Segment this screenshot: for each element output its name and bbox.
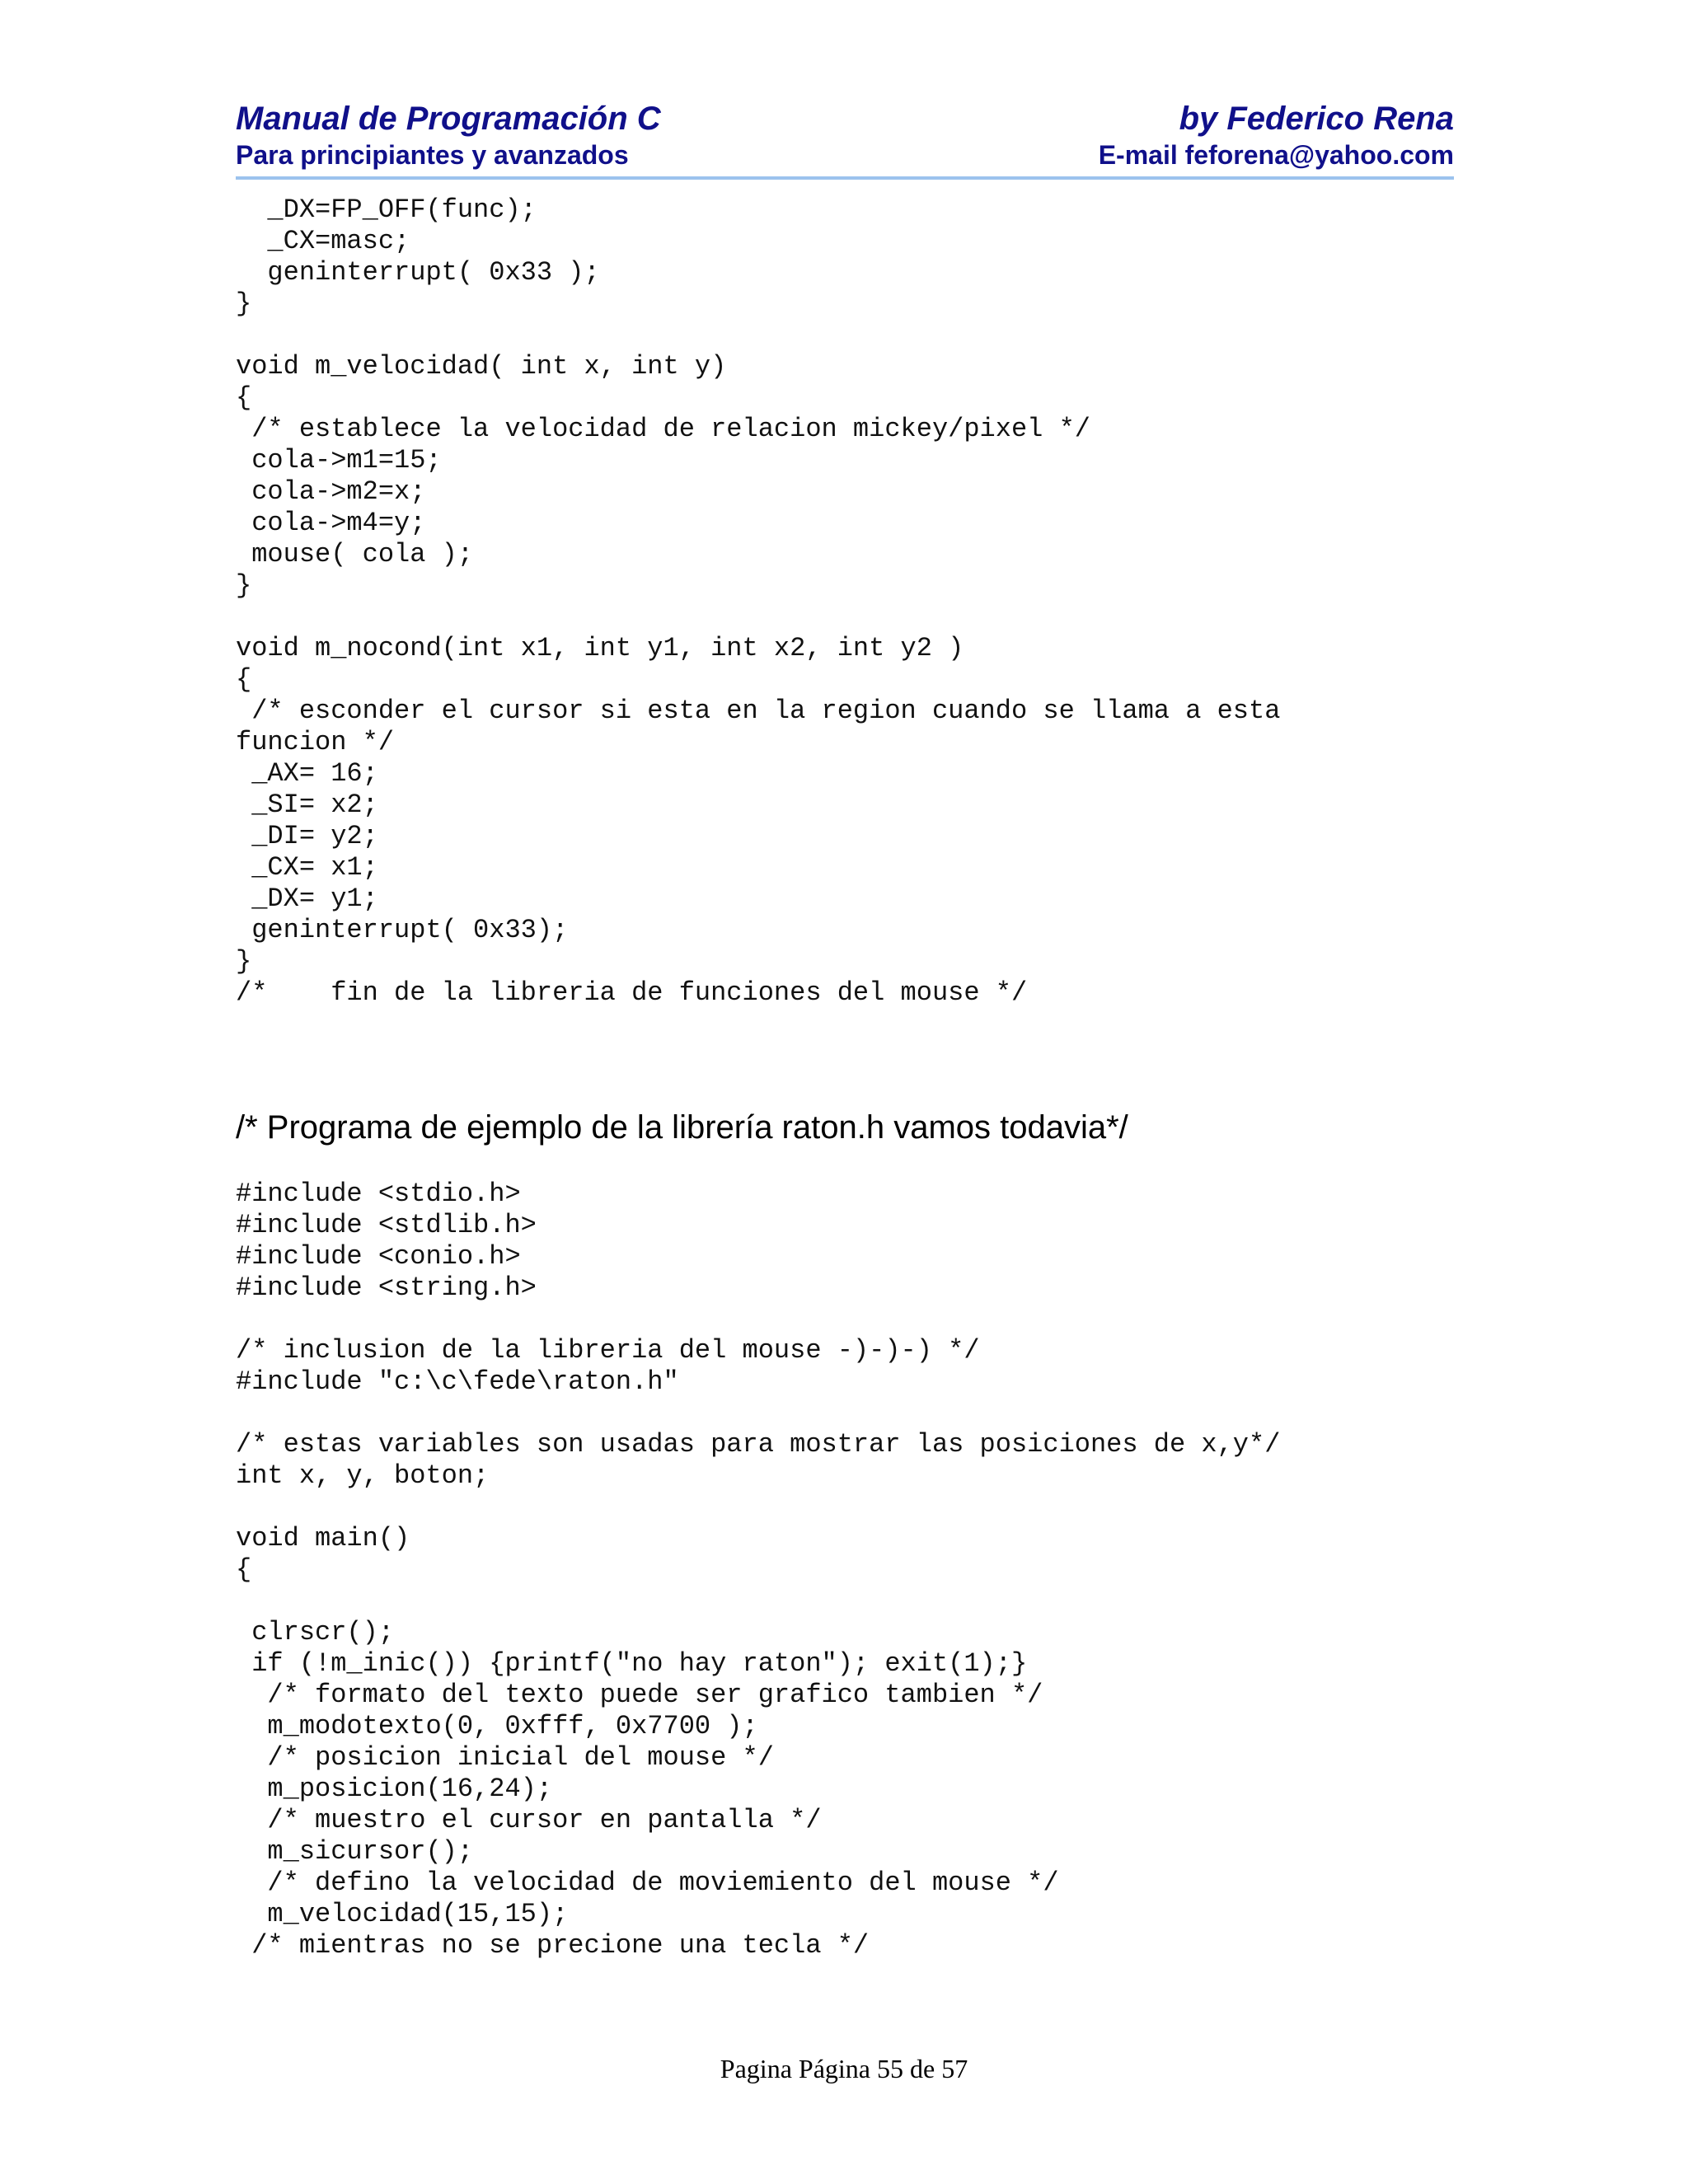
code-block-mouse-library: _DX=FP_OFF(func); _CX=masc; geninterrupt( 0x33 ); } void m_velocidad( int x, int y) { /* establece la velocidad de relacion mickey/pixel */ cola->m1=15; cola->m2=x; cola->m4=y; mouse( cola ); } void m_nocond(int x1, int y1, int x2, int y2 ) { /* esconder el cursor si esta en la region cuando se llama a esta funcion */ _AX= 16; _SI= x2; _DI= y2; _CX= x1; _DX= y1; geninterrupt( 0x33); } /* fin de la libreria de funciones del mouse */ [236,194,1281,1008]
section-heading: /* Programa de ejemplo de la librería raton.h vamos todavia*/ [236,1109,1128,1146]
page-header [236,97,1454,188]
author-name: by Federico Rena [1179,101,1454,137]
manual-title: Manual de Programación C [236,101,661,137]
page-number: Pagina Página 55 de 57 [720,2054,968,2083]
code-block-example-program: #include <stdio.h> #include <stdlib.h> #include <conio.h> #include <string.h> /* inclusion de la libreria del mouse -)-)-) */ #include "c:\c\fede\raton.h" /* estas variables son usadas para mostrar las posiciones de x,y*/ int x, y, boton; void main() { clrscr(); if (!m_inic()) {printf("no hay raton"); exit(1);} /* formato del texto puede ser grafico tambien */ m_modotexto(0, 0xfff, 0x7700 ); /* posicion inicial del mouse */ m_posicion(16,24); /* muestro el cursor en pantalla */ m_sicursor(); /* defino la velocidad de moviemiento del mouse */ m_velocidad(15,15); /* mientras no se precione una tecla */ [236,1179,1281,1961]
author-email: E-mail feforena@yahoo.com [1098,140,1454,170]
header-divider [236,176,1454,180]
manual-subtitle: Para principiantes y avanzados [236,140,629,170]
